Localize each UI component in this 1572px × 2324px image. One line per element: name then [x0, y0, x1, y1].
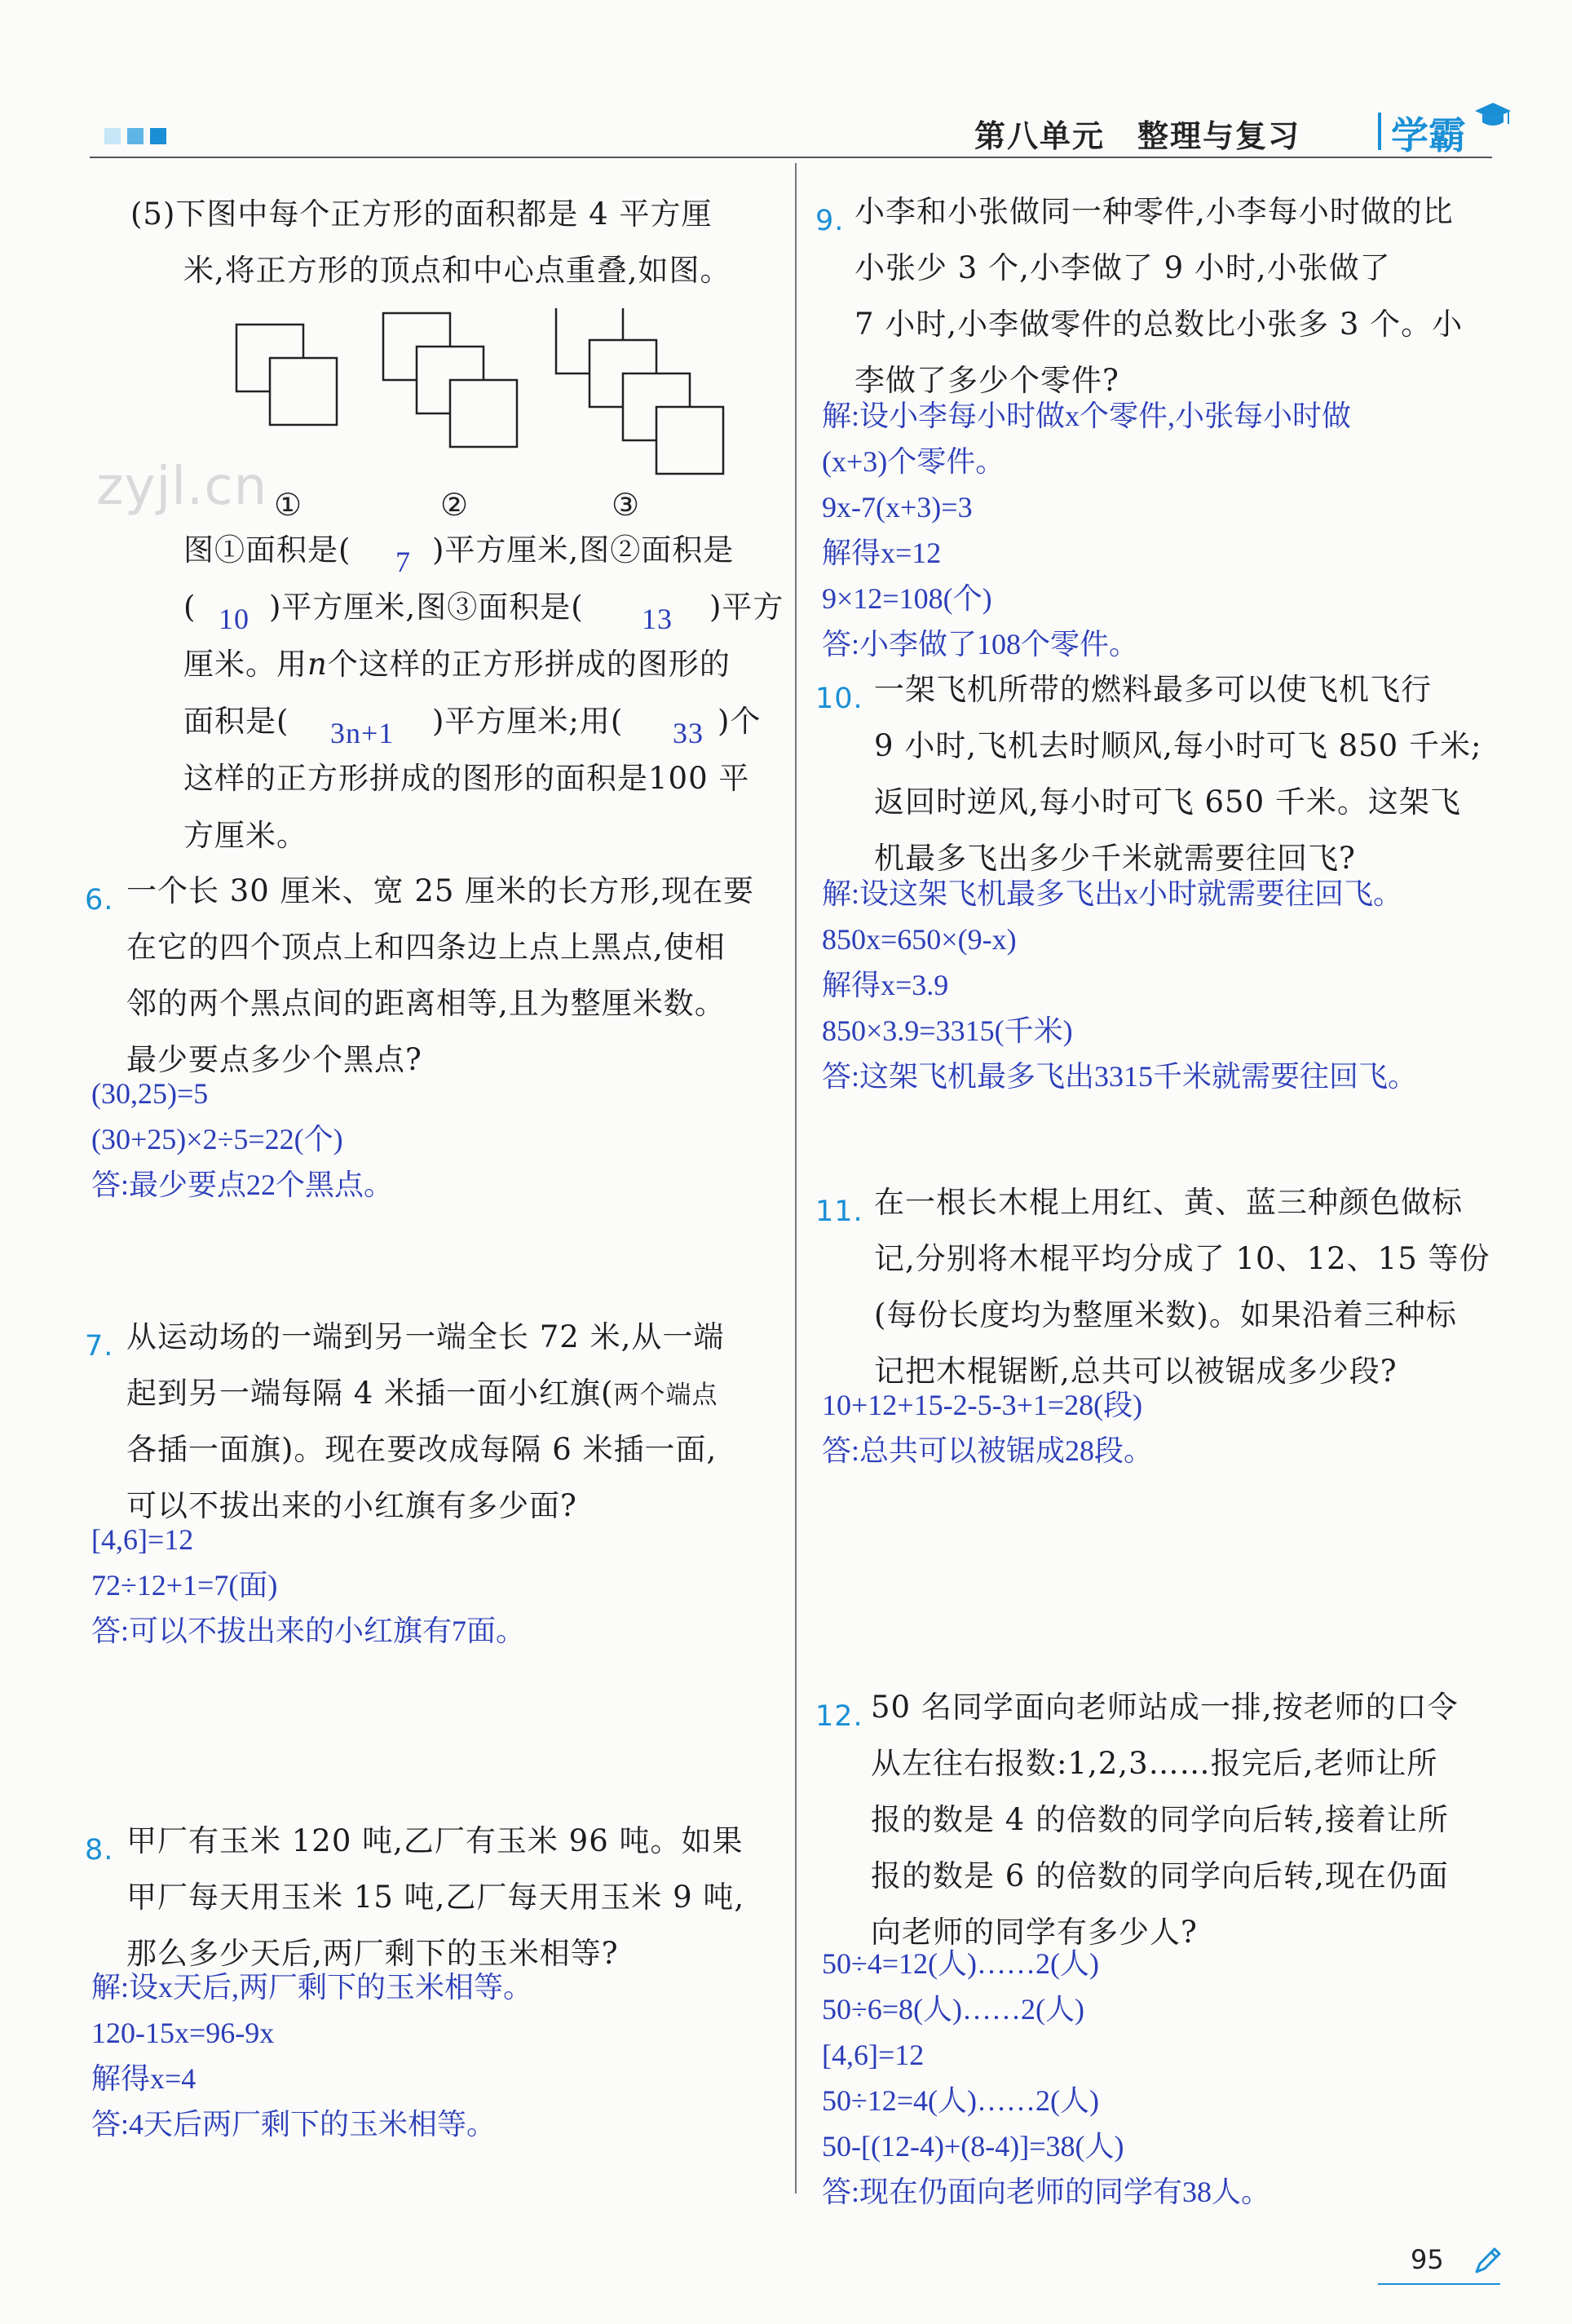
answer-line: (30+25)×2÷5=22(个)	[91, 1123, 343, 1155]
answer-blank-1: 7	[395, 546, 411, 578]
answer-line: 解:设x天后,两厂剩下的玉米相等。	[91, 1971, 533, 2004]
question-text-line: 小张少 3 个,小李做了 9 小时,小张做了	[854, 250, 1391, 285]
answer-line: 50÷12=4(人)……2(人)	[822, 2084, 1100, 2117]
fill-text: 面积是(	[183, 704, 289, 739]
question-text-line: 那么多少天后,两厂剩下的玉米相等?	[126, 1936, 619, 1971]
answer-line: 答:小李做了108个零件。	[822, 628, 1139, 661]
question-number: 8.	[85, 1834, 114, 1867]
figure-label-3: ③	[612, 487, 641, 523]
header-title	[974, 111, 1300, 156]
brand-logo: 学霸	[1391, 113, 1466, 157]
answer-line: 解得x=12	[822, 537, 942, 569]
question-text-line: 7 小时,小李做零件的总数比小张多 3 个。小	[854, 307, 1464, 342]
answer-line: 10+12+15-2-5-3+1=28(段)	[822, 1389, 1143, 1421]
answer-line: 850x=650×(9-x)	[822, 923, 1017, 956]
question-text-line: 9 小时,飞机去时顺风,每小时可飞 850 千米;	[874, 728, 1482, 763]
column-divider	[795, 163, 797, 2194]
question-text-line: 一架飞机所带的燃料最多可以使飞机飞行	[874, 672, 1432, 707]
answer-blank-4: 3n+1	[330, 717, 395, 749]
answer-line: 答:这架飞机最多飞出3315千米就需要往回飞。	[822, 1060, 1418, 1093]
question-text-line: 甲厂每天用玉米 15 吨,乙厂每天用玉米 9 吨,	[126, 1880, 745, 1915]
question-number: 11.	[815, 1195, 863, 1228]
question-text-line: 从运动场的一端到另一端全长 72 米,从一端	[126, 1319, 725, 1354]
fill-text: 方厘米。	[183, 818, 307, 853]
page-number: 95	[1411, 2244, 1444, 2275]
question-number: 12.	[815, 1700, 863, 1733]
header-decoration	[104, 128, 166, 144]
fill-text: )个	[718, 704, 762, 739]
question-text-line: 在它的四个顶点上和四条边上点上黑点,使相	[126, 930, 726, 965]
fill-text: )平方厘米,图②面积是	[432, 532, 735, 568]
watermark: zyjl.cn	[96, 457, 268, 517]
question-note: 两个端点	[613, 1381, 718, 1410]
question-text-line: 最少要点多少个黑点?	[126, 1042, 422, 1077]
question-text-line: 报的数是 6 的倍数的同学向后转,现在仍面	[871, 1858, 1449, 1893]
question-number: 6.	[85, 884, 114, 917]
answer-line: 9×12=108(个)	[822, 582, 992, 615]
question-text-line: (5)下图中每个正方形的面积都是 4 平方厘	[130, 197, 713, 232]
graduation-cap-icon	[1474, 101, 1512, 130]
question-text-line: 邻的两个黑点间的距离相等,且为整厘米数。	[126, 986, 726, 1021]
fill-text: 图①面积是(	[183, 532, 351, 568]
answer-line: 答:可以不拔出来的小红旗有7面。	[91, 1615, 526, 1647]
header-square-2	[127, 128, 144, 144]
answer-blank-5: 33	[673, 717, 704, 749]
question-text-line: 李做了多少个零件?	[854, 363, 1119, 398]
question-text-line	[126, 1365, 718, 1424]
question-number: 7.	[85, 1330, 114, 1363]
answer-line: 答:4天后两厂剩下的玉米相等。	[91, 2108, 497, 2141]
question-text-part: 起到另一端每隔 4 米插一面小红旗(	[126, 1376, 614, 1411]
answer-blank-2: 10	[219, 603, 249, 635]
question-text-line: 从左往右报数:1,2,3……报完后,老师让所	[871, 1746, 1438, 1781]
answer-blank-3: 13	[642, 603, 673, 635]
answer-line: 答:最少要点22个黑点。	[91, 1169, 394, 1201]
variable-n: n	[307, 647, 328, 682]
unit-title: 第八单元	[974, 118, 1106, 154]
question-text-line: 各插一面旗)。现在要改成每隔 6 米插一面,	[126, 1432, 718, 1467]
fill-text: 这样的正方形拼成的图形的面积是100 平	[183, 761, 750, 796]
answer-line: 9x-7(x+3)=3	[822, 491, 973, 524]
header-rule	[90, 157, 1492, 158]
question-text-line: 记,分别将木棍平均分成了 10、12、15 等份	[874, 1241, 1490, 1276]
answer-line: [4,6]=12	[91, 1523, 194, 1556]
question-text-line: 向老师的同学有多少人?	[871, 1915, 1198, 1950]
question-text-line: 报的数是 4 的倍数的同学向后转,接着让所	[871, 1802, 1449, 1837]
overlapping-squares-figure	[220, 308, 742, 489]
question-text-line: 机最多飞出多少千米就需要往回飞?	[874, 841, 1356, 876]
answer-line: 解:设小李每小时做x个零件,小张每小时做	[822, 400, 1352, 432]
question-text-line: 在一根长木棍上用红、黄、蓝三种颜色做标	[874, 1185, 1463, 1220]
fill-text: )平方	[709, 590, 784, 625]
fill-text-part: 厘米。用	[183, 647, 307, 682]
fill-text: (	[183, 590, 196, 625]
question-text-line: 甲厂有玉米 120 吨,乙厂有玉米 96 吨。如果	[126, 1823, 744, 1858]
answer-line: 72÷12+1=7(面)	[91, 1569, 278, 1602]
answer-line: 解得x=4	[91, 2062, 196, 2095]
question-text-line: 米,将正方形的顶点和中心点重叠,如图。	[183, 253, 731, 288]
fill-text-part: 个这样的正方形拼成的图形的	[327, 647, 731, 682]
figure-label-2: ②	[440, 487, 470, 523]
question-number: 10.	[815, 683, 863, 715]
question-text-line: 返回时逆风,每小时可飞 650 千米。这架飞	[874, 784, 1461, 820]
header-square-1	[104, 128, 121, 144]
fill-text: )平方厘米,图③面积是(	[269, 590, 584, 625]
figure-label-1: ①	[274, 487, 303, 523]
answer-line: [4,6]=12	[822, 2039, 925, 2071]
question-text-line: 可以不拔出来的小红旗有多少面?	[126, 1488, 577, 1523]
header-divider	[1378, 113, 1381, 150]
question-text-line: 一个长 30 厘米、宽 25 厘米的长方形,现在要	[126, 873, 754, 908]
footer-rule	[1378, 2283, 1500, 2285]
answer-line: 解:设这架飞机最多飞出x小时就需要往回飞。	[822, 877, 1403, 910]
answer-line: 50÷4=12(人)……2(人)	[822, 1947, 1100, 1980]
question-text-line: (每份长度均为整厘米数)。如果沿着三种标	[874, 1297, 1457, 1332]
question-number: 9.	[815, 205, 845, 237]
answer-line: 答:现在仍面向老师的同学有38人。	[822, 2176, 1271, 2208]
pencil-icon	[1472, 2244, 1504, 2277]
question-text-line: 50 名同学面向老师站成一排,按老师的口令	[871, 1690, 1459, 1725]
section-title: 整理与复习	[1137, 118, 1301, 154]
answer-line: (30,25)=5	[91, 1077, 209, 1110]
answer-line: (x+3)个零件。	[822, 445, 1005, 478]
answer-line: 50-[(12-4)+(8-4)]=38(人)	[822, 2130, 1124, 2163]
question-text-line: 记把木棍锯断,总共可以被锯成多少段?	[874, 1354, 1398, 1389]
header-square-3	[150, 128, 166, 144]
answer-line: 解得x=3.9	[822, 969, 949, 1001]
question-text-line: 小李和小张做同一种零件,小李每小时做的比	[854, 194, 1454, 229]
answer-line: 120-15x=96-9x	[91, 2017, 275, 2049]
answer-line: 50÷6=8(人)……2(人)	[822, 1993, 1085, 2026]
answer-line: 答:总共可以被锯成28段。	[822, 1434, 1154, 1467]
fill-text: )平方厘米;用(	[432, 704, 624, 739]
answer-line: 850×3.9=3315(千米)	[822, 1014, 1073, 1047]
